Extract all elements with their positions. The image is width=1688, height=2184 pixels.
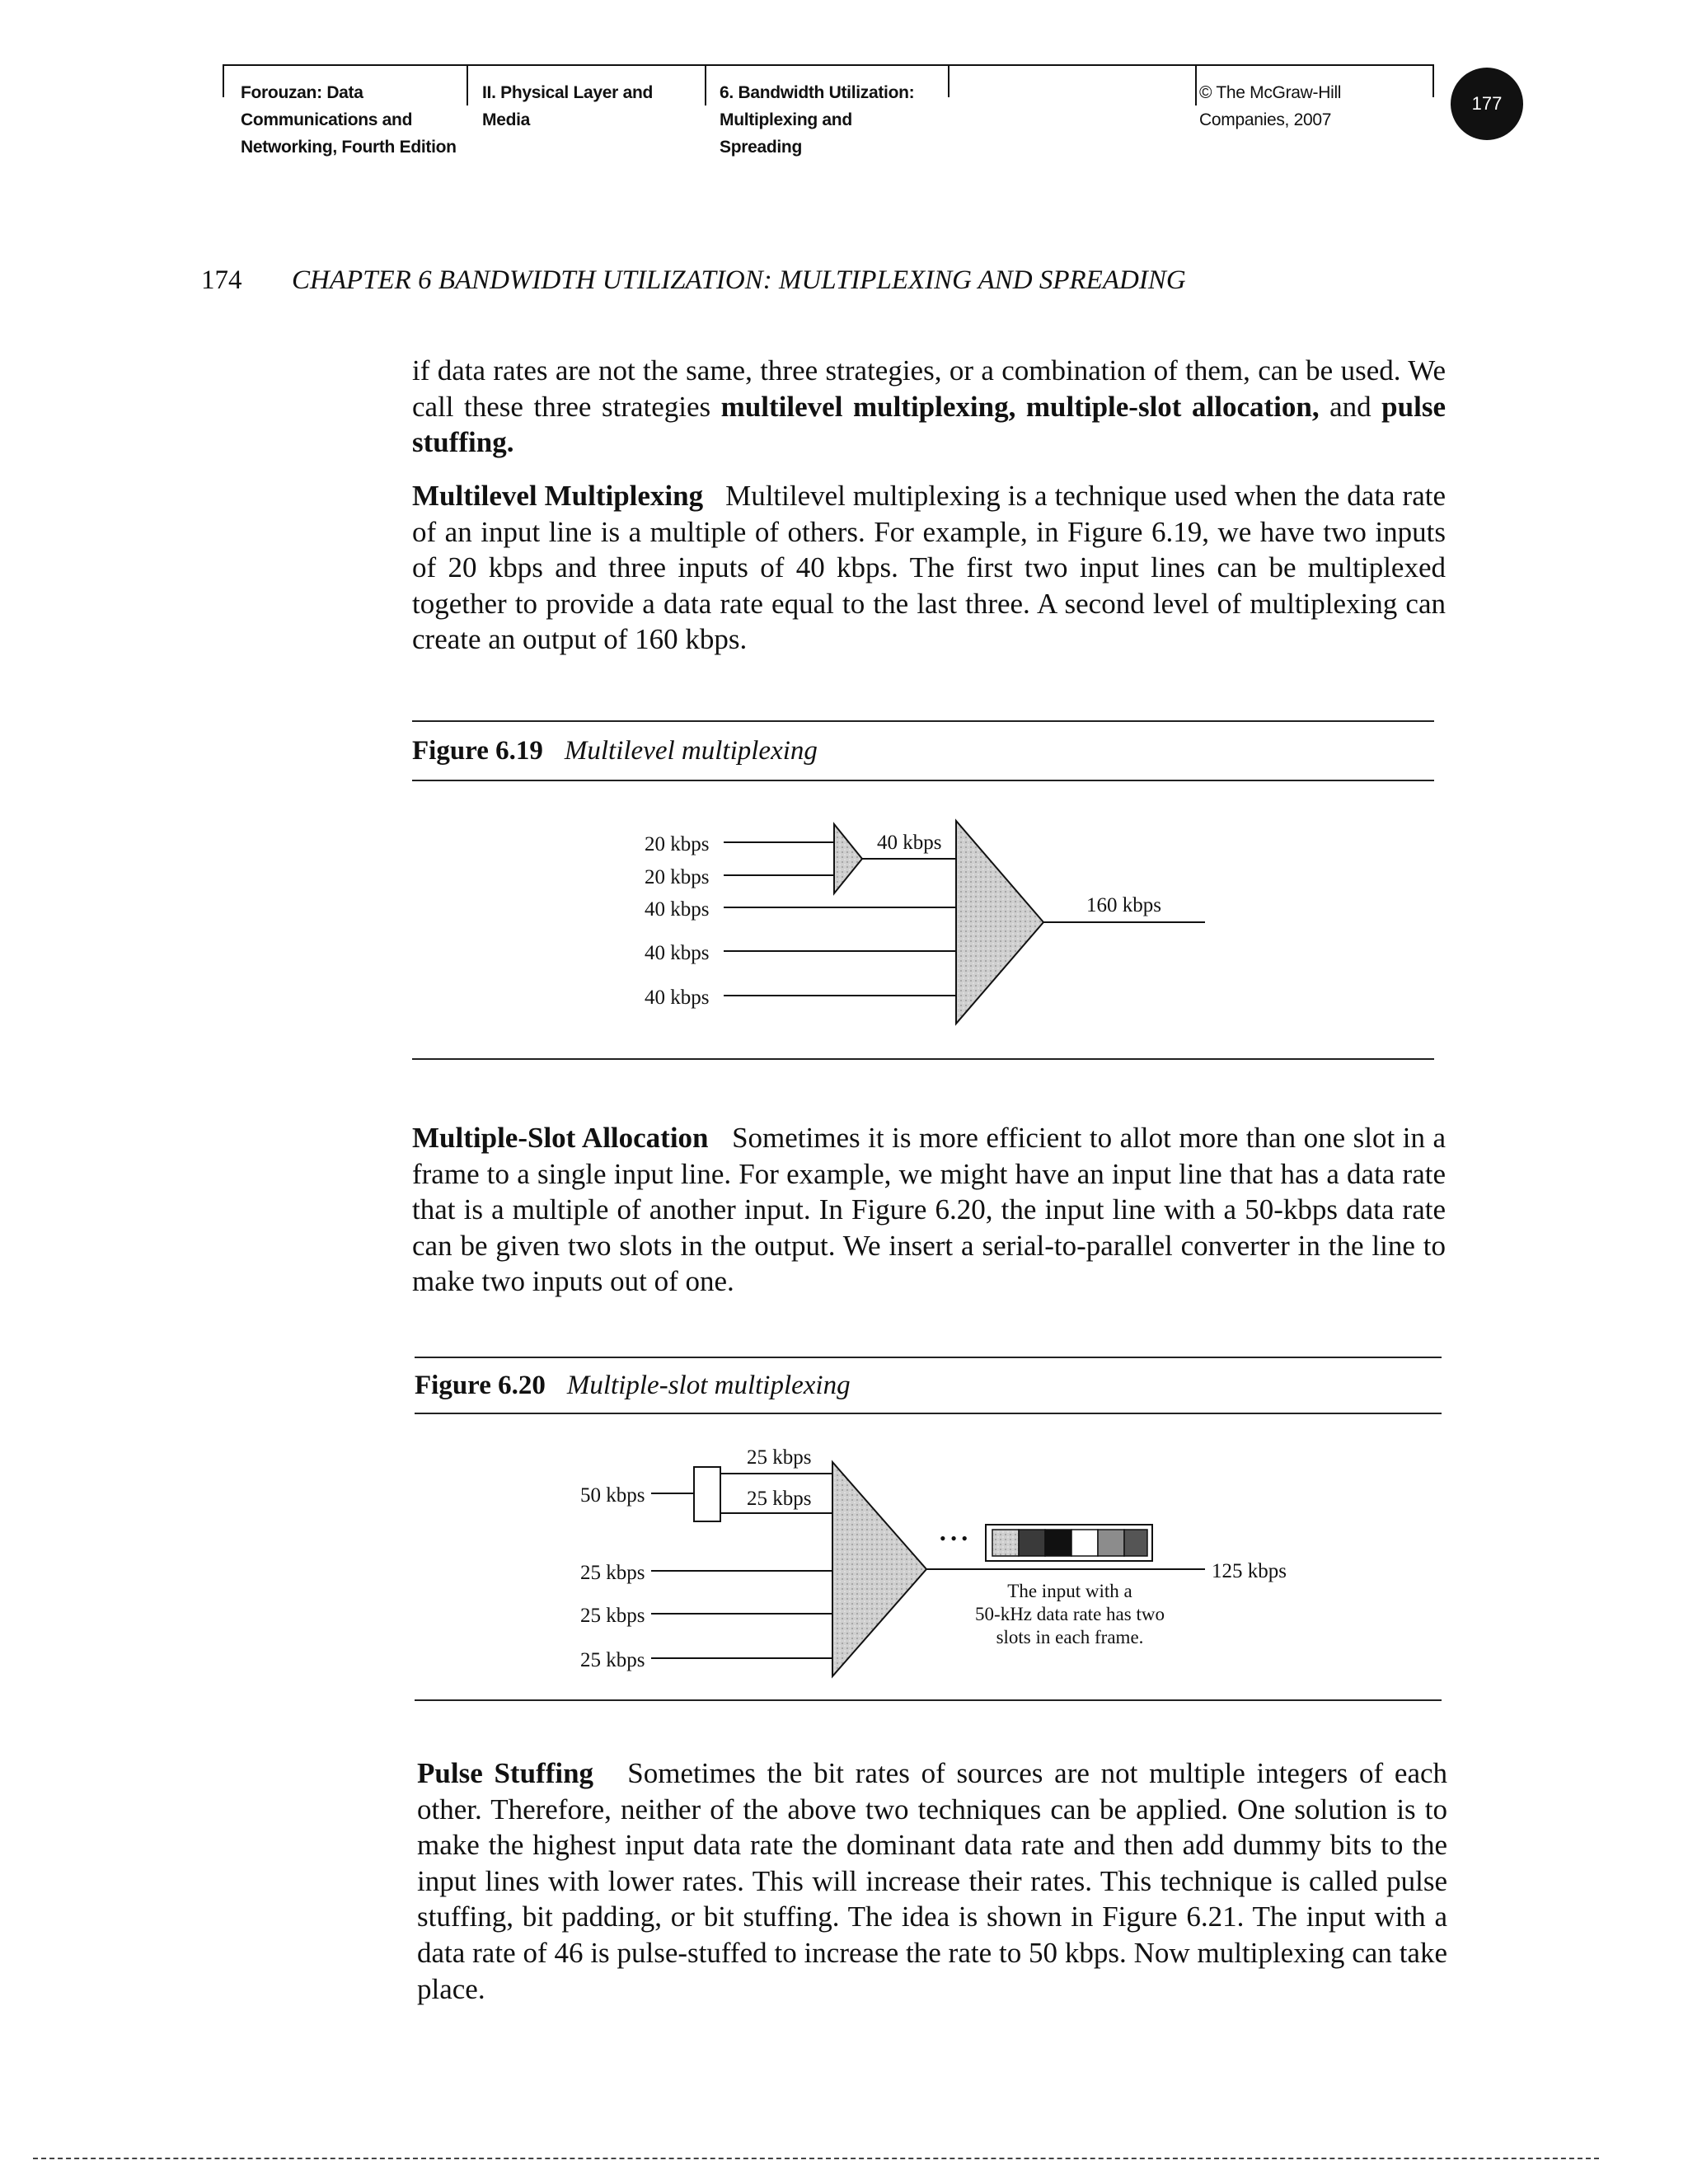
paragraph-text: Sometimes it is more efficient to allot more than one slot in a frame to a single input line. For example, we might have an input line that has a data rate that is a multiple of another input. In Figure 6.20, the input line with a 50-kbps data rate can be given two slots in the output. We insert a serial-to-parallel converter in the line to make two inputs out of one. [412, 1122, 1447, 1298]
paragraph-text: Multilevel multiplexing is a technique used when the data rate of an input line is a multiple of others. For example, in Figure 6.19, we have two inputs of 20 kbps and three inputs of 40 kbps. The first two input lines can be multiplexed together to provide a data rate equal to the last three. A second level of multiplexing can create an output of 160 kbps. [412, 480, 1447, 656]
section-heading: Multilevel Multiplexing [412, 480, 704, 512]
input-label: 25 kbps [580, 1649, 645, 1671]
section-heading: Multiple-Slot Allocation [412, 1122, 709, 1154]
figure-6-20-diagram [0, 1071, 1688, 1731]
figure-title: Multiple-slot multiplexing [566, 1371, 851, 1400]
header-copyright: © The McGraw-Hill Companies, 2007 [1199, 83, 1342, 129]
intro-text: if data rates are not the same, three strategies, or a combination of them, can be used. We call these three strategies [412, 354, 1446, 423]
output-label: 160 kbps [1086, 894, 1161, 916]
first-level-multiplexer [834, 824, 862, 893]
page-number-badge: 177 [1451, 68, 1523, 140]
header-part-title: II. Physical Layer and Media [482, 83, 653, 129]
intro-text: and [1319, 390, 1382, 423]
page-bottom-edge [33, 2158, 1599, 2159]
frame-slot [992, 1530, 1019, 1556]
page-number: 174 [201, 265, 242, 295]
input-label: 40 kbps [645, 987, 710, 1009]
input-label: 25 kbps [580, 1562, 645, 1584]
frame-slot [1124, 1530, 1147, 1556]
intro-bold-term: multilevel multiplexing, multiple-slot allocation, [720, 390, 1320, 423]
figure-number: Figure 6.20 [415, 1371, 546, 1400]
split-output-label: 25 kbps [747, 1488, 812, 1510]
input-label: 25 kbps [580, 1605, 645, 1627]
second-level-multiplexer [956, 821, 1043, 1024]
frame-slot [1045, 1530, 1071, 1556]
output-label: 125 kbps [1212, 1560, 1287, 1582]
frame-note-line: The input with a [1007, 1581, 1132, 1601]
header-chapter-title: 6. Bandwidth Utilization: Multiplexing and Spreading [720, 83, 915, 157]
frame-slot [1098, 1530, 1124, 1556]
frame-note-line: 50-kHz data rate has two [975, 1604, 1165, 1624]
frame-slot [1019, 1530, 1045, 1556]
input-label: 20 kbps [645, 833, 710, 855]
input-label: 40 kbps [645, 898, 710, 921]
intro-bold-term: pulse stuffing. [412, 390, 1446, 459]
ellipsis-dots: • • • [940, 1528, 968, 1549]
paragraph-text: Sometimes the bit rates of sources are not multiple integers of each other. Therefore, neither of the above two techniques can be applied. One solution is to make the highest input data rate the dominant data rate and then add dummy bits to the input lines with lower rates. This will increase their rates. This technique is called pulse stuffing, bit padding, or bit stuffing. The idea is shown in Figure 6.21. The input with a data rate of 46 is pulse-stuffed to increase the rate to 50 kbps. Now multiplexing can take place. [417, 1757, 1448, 2005]
figure-title: Multilevel multiplexing [564, 736, 818, 766]
split-input-label: 50 kbps [580, 1484, 645, 1507]
frame-note-line: slots in each frame. [996, 1627, 1144, 1647]
serial-to-parallel-converter [694, 1467, 720, 1521]
input-label: 40 kbps [645, 942, 710, 964]
input-label: 20 kbps [645, 866, 710, 888]
intermediate-label: 40 kbps [877, 832, 942, 854]
split-output-label: 25 kbps [747, 1446, 812, 1469]
frame-slot [1071, 1530, 1098, 1556]
chapter-running-title: CHAPTER 6 BANDWIDTH UTILIZATION: MULTIPLEXING AND SPREADING [292, 265, 1186, 295]
pulse-stuffing-paragraph [417, 1755, 1447, 2007]
figure-bottom-rule [415, 1699, 1442, 1701]
section-heading: Pulse Stuffing [417, 1757, 594, 1789]
figure-6-19-diagram [0, 0, 1688, 1088]
multiplexer [832, 1462, 926, 1676]
figure-number: Figure 6.19 [412, 736, 543, 766]
figure-bottom-rule [412, 1058, 1434, 1060]
header-book-title: Forouzan: Data Communications and Networking, Fourth Edition [241, 83, 457, 157]
